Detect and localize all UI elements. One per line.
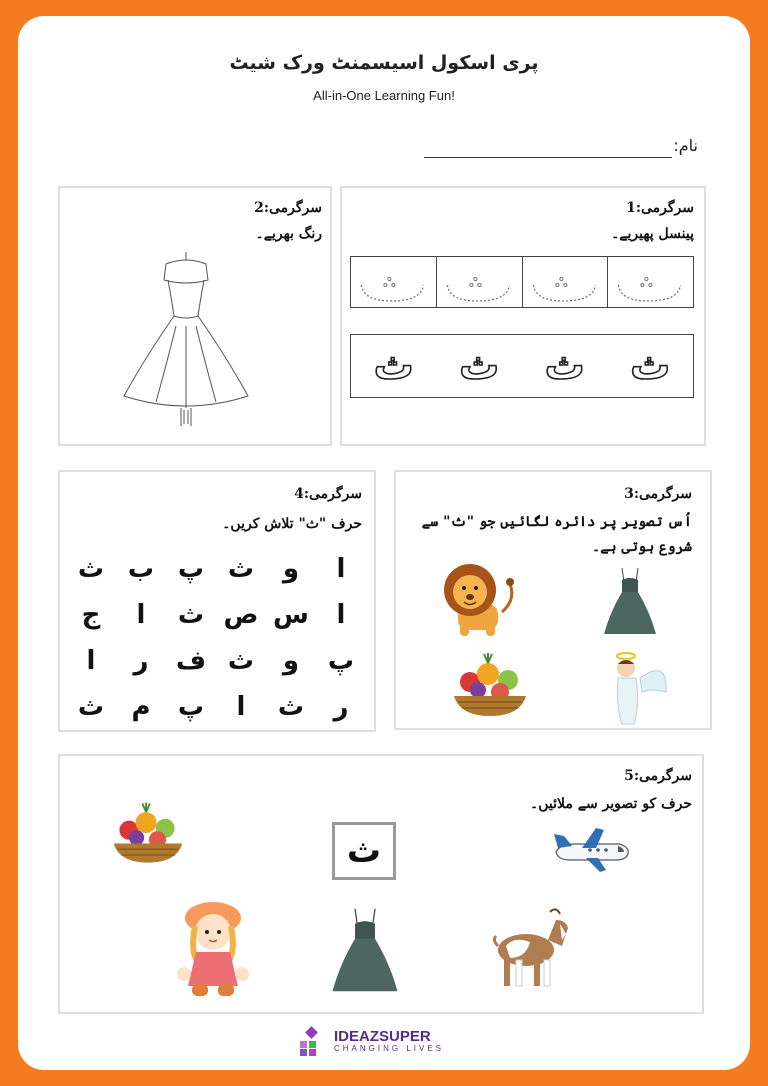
- grid-letter[interactable]: م: [131, 692, 151, 722]
- dress-outline-image[interactable]: [116, 246, 256, 436]
- goat-image[interactable]: [486, 906, 574, 992]
- activity-2-box: [58, 186, 332, 446]
- activity-5-instruction: حرف کو تصویر سے ملائیں۔: [530, 796, 692, 812]
- grid-letter[interactable]: ر: [133, 646, 149, 676]
- outline-letter[interactable]: ث: [630, 343, 671, 389]
- activity-1-instruction: پینسل پھیریے۔: [611, 226, 694, 242]
- activity-5-title: سرگرمی:5: [624, 768, 692, 784]
- page-subtitle: All-in-One Learning Fun!: [313, 88, 455, 103]
- doll-image[interactable]: [170, 896, 256, 1000]
- activity-1-title: سرگرمی:1: [626, 200, 694, 216]
- activity-3-box: [394, 470, 712, 730]
- activity-2-instruction: رنگ بھریے۔: [255, 226, 322, 242]
- trace-cell[interactable]: [436, 257, 522, 307]
- page-title: پری اسکول اسیسمنٹ ورک شیٹ: [229, 52, 539, 74]
- activity-4-title: سرگرمی:4: [294, 486, 362, 502]
- activity-1-box: [340, 186, 706, 446]
- outline-letter[interactable]: ث: [373, 343, 414, 389]
- trace-cell[interactable]: [522, 257, 608, 307]
- airplane-image[interactable]: [550, 826, 632, 876]
- activity-3-instruction: اُس تصویر پر دائرہ لگائیں جو "ث" سے شروع ہوتی ہے۔: [421, 514, 692, 555]
- grid-letter[interactable]: ث: [277, 692, 305, 722]
- brand-logo: [298, 1026, 444, 1056]
- grid-letter[interactable]: ث: [77, 692, 105, 722]
- grid-letter[interactable]: ب: [127, 554, 155, 584]
- grid-letter[interactable]: ا: [336, 554, 346, 584]
- grid-letter[interactable]: ث: [227, 554, 255, 584]
- grid-letter[interactable]: پ: [327, 646, 355, 676]
- grid-letter[interactable]: ج: [81, 600, 101, 630]
- outline-letter[interactable]: ث: [459, 343, 500, 389]
- grid-letter[interactable]: ث: [177, 600, 205, 630]
- brand-tagline: CHANGING LIVES: [334, 1043, 445, 1053]
- letter-search-grid: [66, 546, 366, 730]
- dress-image[interactable]: [330, 900, 400, 1000]
- dress-image[interactable]: [602, 566, 658, 636]
- grid-letter[interactable]: س: [273, 600, 309, 630]
- name-line[interactable]: [424, 157, 672, 158]
- grid-letter[interactable]: ص: [223, 600, 259, 630]
- grid-letter[interactable]: ا: [86, 646, 96, 676]
- brand-name: IDEAZSUPER: [334, 1027, 431, 1045]
- activity-2-title: سرگرمی:2: [254, 200, 322, 216]
- grid-letter[interactable]: ا: [136, 600, 146, 630]
- fruit-basket-image[interactable]: [108, 798, 188, 870]
- grid-letter[interactable]: ف: [175, 646, 207, 676]
- grid-letter[interactable]: پ: [177, 692, 205, 722]
- grid-letter[interactable]: ر: [333, 692, 349, 722]
- letter-outline-row: [350, 334, 694, 398]
- grid-letter[interactable]: ا: [336, 600, 346, 630]
- grid-letter[interactable]: ا: [236, 692, 246, 722]
- trace-cell[interactable]: [607, 257, 693, 307]
- activity-5-box: [58, 754, 704, 1014]
- target-letter-box[interactable]: ث: [332, 822, 396, 880]
- activity-4-instruction: حرف "ث" تلاش کریں۔: [222, 516, 362, 532]
- angel-image[interactable]: [602, 648, 672, 726]
- worksheet-page: [18, 16, 750, 1070]
- activity-4-box: [58, 470, 376, 732]
- grid-letter[interactable]: و: [282, 646, 300, 676]
- lion-image[interactable]: [440, 560, 520, 638]
- grid-letter[interactable]: پ: [177, 554, 205, 584]
- activity-3-title: سرگرمی:3: [624, 486, 692, 502]
- trace-cell[interactable]: [351, 257, 436, 307]
- grid-letter[interactable]: ث: [77, 554, 105, 584]
- outline-letter[interactable]: ث: [544, 343, 585, 389]
- grid-letter[interactable]: و: [282, 554, 300, 584]
- fruit-basket-image[interactable]: [448, 652, 532, 720]
- name-label: نام:: [673, 136, 698, 155]
- grid-letter[interactable]: ث: [227, 646, 255, 676]
- brand-logo-icon: [298, 1026, 326, 1056]
- trace-row: [350, 256, 694, 308]
